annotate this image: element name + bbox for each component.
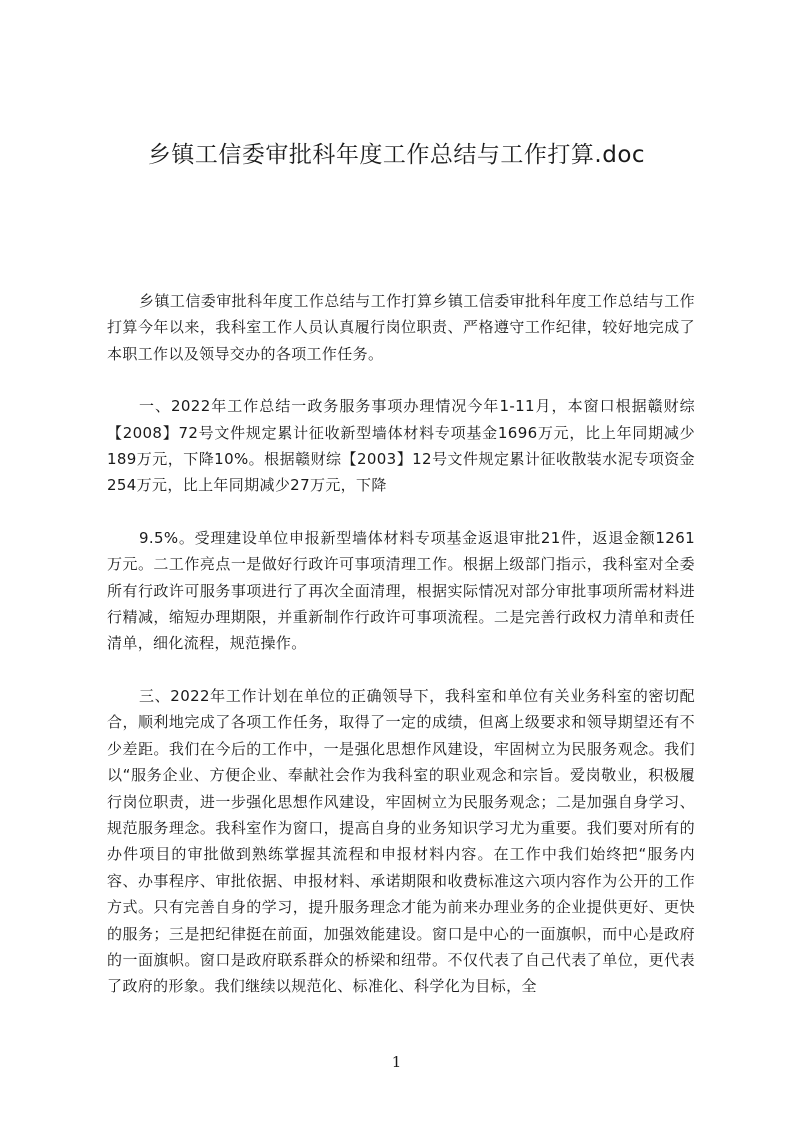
page-number: 1 — [391, 1053, 402, 1071]
paragraph-work-summary: 一、2022年工作总结一政务服务事项办理情况今年1-11月，本窗口根据赣财综【2008】72号文件规定累计征收新型墙体材料专项基金1696万元，比上年同期减少189万元，下降10%。根据赣财综【2003】12号文件规定累计征收散装水泥专项资金254万元，比上年同期减少27万元，下降 — [107, 397, 695, 495]
document-body — [107, 288, 695, 1026]
paragraph-highlights: 9.5%。受理建设单位申报新型墙体材料专项基金返退审批21件，返退金额1261万元。二工作亮点一是做好行政许可事项清理工作。根据上级部门指示，我科室对全委所有行政许可服务事项进行了再次全面清理，根据实际情况对部分审批事项所需材料进行精减，缩短办理期限，并重新制作行政许可事项流程。二是完善行政权力清单和责任清单，细化流程，规范操作。 — [107, 528, 695, 653]
paragraph-work-plan: 三、2022年工作计划在单位的正确领导下，我科室和单位有关业务科室的密切配合，顺利地完成了各项工作任务，取得了一定的成绩，但离上级要求和领导期望还有不少差距。我们在今后的工作中，一是强化思想作风建设，牢固树立为民服务观念。我们以“服务企业、方便企业、奉献社会作为我科室的职业观念和宗旨。爱岗敬业，积极履行岗位职责，进一步强化思想作风建设，牢固树立为民服务观念；二是加强自身学习、规范服务理念。我科室作为窗口，提高自身的业务知识学习尤为重要。我们要对所有的办件项目的审批做到熟练掌握其流程和申报材料内容。在工作中我们始终把“服务内容、办事程序、审批依据、申报材料、承诺期限和收费标准这六项内容作为公开的工作方式。只有完善自身的学习，提升服务理念才能为前来办理业务的企业提供更好、更快的服务；三是把纪律挺在前面，加强效能建设。窗口是中心的一面旗帜，而中心是政府的一面旗帜。窗口是政府联系群众的桥梁和纽带。不仅代表了自己代表了单位，更代表了政府的形象。我们继续以规范化、标准化、科学化为目标，全 — [107, 686, 695, 996]
paragraph-intro: 乡镇工信委审批科年度工作总结与工作打算乡镇工信委审批科年度工作总结与工作打算今年以来，我科室工作人员认真履行岗位职责、严格遵守工作纪律，较好地完成了本职工作以及领导交办的各项工作任务。 — [107, 292, 695, 363]
document-title: 乡镇工信委审批科年度工作总结与工作打算.doc — [147, 142, 646, 168]
